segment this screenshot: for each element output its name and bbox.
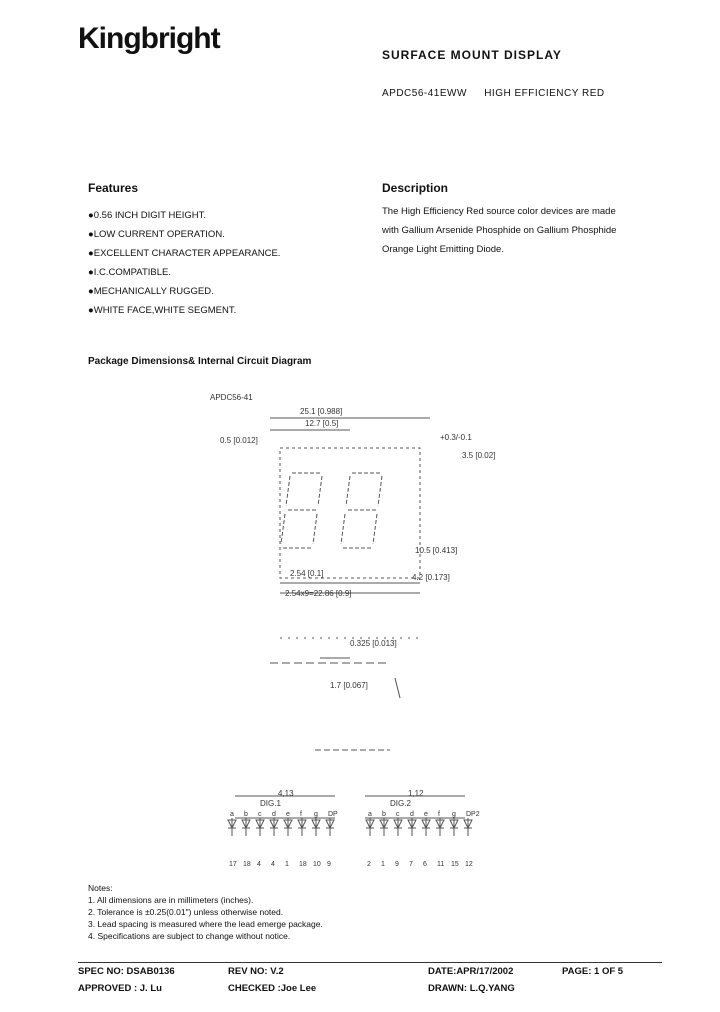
diode-symbol (380, 818, 388, 836)
pin-label: 11 (437, 861, 445, 868)
right-digit-label: DIG.2 (390, 799, 411, 808)
segment-label: f (300, 811, 302, 818)
pin-label: 4 (271, 861, 275, 868)
segment-label: e (286, 811, 290, 818)
segment-label: b (244, 811, 248, 818)
pin-label: 17 (229, 861, 237, 868)
left-digit-label: DIG.1 (260, 799, 281, 808)
diode-symbol (298, 818, 306, 836)
pin-label: 18 (299, 861, 307, 868)
pin-label: 18 (243, 861, 251, 868)
diode-symbol (228, 818, 236, 836)
pin-label: 1 (381, 861, 385, 868)
feature-item: ●LOW CURRENT OPERATION. (88, 229, 225, 240)
diode-symbol (284, 818, 292, 836)
segment-label: DP (328, 811, 338, 818)
note-item: 3. Lead spacing is measured where the lead emerge package. (88, 919, 323, 929)
pin-label: 10 (313, 861, 321, 868)
dim-thick: 0.325 [0.013] (350, 639, 397, 648)
dim-width-left: 0.5 [0.012] (220, 436, 258, 445)
revision-number: REV NO: V.2 (228, 966, 284, 977)
diode-symbol (450, 818, 458, 836)
pin-label: 1 (285, 861, 289, 868)
segment-label: a (230, 811, 234, 818)
pin-label: 2 (367, 861, 371, 868)
diode-symbol (422, 818, 430, 836)
segment-label: c (396, 811, 400, 818)
features-list (88, 206, 280, 320)
dim-height: 4.2 [0.173] (412, 573, 450, 582)
right-common-pins: 1,12 (408, 789, 424, 798)
pin-label: 6 (423, 861, 427, 868)
approved-by: APPROVED : J. Lu (78, 983, 162, 994)
segment-label: d (410, 811, 414, 818)
dim-pitch-total: 2.54x9=22.86 [0.9] (285, 589, 352, 598)
diode-symbol (408, 818, 416, 836)
dim-side: 10.5 [0.413] (415, 546, 458, 555)
diode-symbol (242, 818, 250, 836)
diode-symbol (326, 818, 334, 836)
feature-item: ●WHITE FACE,WHITE SEGMENT. (88, 305, 237, 316)
notes (88, 882, 323, 942)
note-item: 4. Specifications are subject to change without notice. (88, 931, 291, 941)
left-common-pins: 4,13 (278, 789, 294, 798)
description-heading: Description (382, 181, 449, 195)
dim-overall: 25.1 [0.988] (300, 407, 343, 416)
diode-symbol (270, 818, 278, 836)
part-number: APDC56-41EWW (382, 88, 467, 99)
document-title: SURFACE MOUNT DISPLAY (382, 48, 562, 62)
feature-item: ●EXCELLENT CHARACTER APPEARANCE. (88, 248, 281, 259)
document-date: DATE:APR/17/2002 (428, 966, 514, 977)
package-heading: Package Dimensions& Internal Circuit Diagram (88, 356, 312, 367)
diode-symbol (256, 818, 264, 836)
part-info (382, 88, 619, 99)
part-description: HIGH EFFICIENCY RED (484, 88, 605, 99)
note-item: 2. Tolerance is ±0.25(0.01") unless otherwise noted. (88, 907, 284, 917)
segment-label: g (452, 811, 456, 818)
features-heading: Features (88, 181, 139, 195)
page-number: PAGE: 1 OF 5 (562, 966, 624, 977)
dim-tolerance: +0.3/-0.1 (440, 433, 472, 442)
pin-label: 12 (465, 861, 473, 868)
diode-symbol (436, 818, 444, 836)
dim-half: 12.7 [0.5] (305, 419, 339, 428)
dim-pad: 3.5 [0.02] (462, 451, 496, 460)
dim-lead: 1.7 [0.067] (330, 681, 368, 690)
drawn-by: DRAWN: L.Q.YANG (428, 983, 515, 994)
segment-label: a (368, 811, 372, 818)
feature-item: ●I.C.COMPATIBLE. (88, 267, 171, 278)
pin-label: 7 (409, 861, 413, 868)
segment-label: c (258, 811, 262, 818)
description-text: The High Efficiency Red source color devices are made with Gallium Arsenide Phosphide on Gallium Phosphide Orange Light Emitting Diode. (382, 206, 617, 255)
diode-symbol (366, 818, 374, 836)
segment-label: d (272, 811, 276, 818)
diode-symbol (394, 818, 402, 836)
pin-label: 15 (451, 861, 459, 868)
segment-label: DP2 (466, 811, 480, 818)
diode-symbol (464, 818, 472, 836)
segment-label: g (314, 811, 318, 818)
segment-label: e (424, 811, 428, 818)
segment-label: b (382, 811, 386, 818)
checked-by: CHECKED :Joe Lee (228, 983, 317, 994)
segment-label: f (438, 811, 440, 818)
pin-label: 4 (257, 861, 261, 868)
pin-label: 9 (395, 861, 399, 868)
feature-item: ●MECHANICALLY RUGGED. (88, 286, 214, 297)
dim-pitch: 2.54 [0.1] (290, 569, 324, 578)
footer-divider (78, 962, 662, 963)
pin-label: 9 (327, 861, 331, 868)
diode-symbol (312, 818, 320, 836)
notes-title: Notes: (88, 883, 113, 893)
drawing-label: APDC56-41 (210, 393, 253, 402)
note-item: 1. All dimensions are in millimeters (inches). (88, 895, 254, 905)
brand-logo: Kingbright (78, 22, 220, 55)
package-drawing (200, 388, 580, 878)
spec-number: SPEC NO: DSAB0136 (78, 966, 175, 977)
feature-item: ●0.56 INCH DIGIT HEIGHT. (88, 210, 207, 221)
